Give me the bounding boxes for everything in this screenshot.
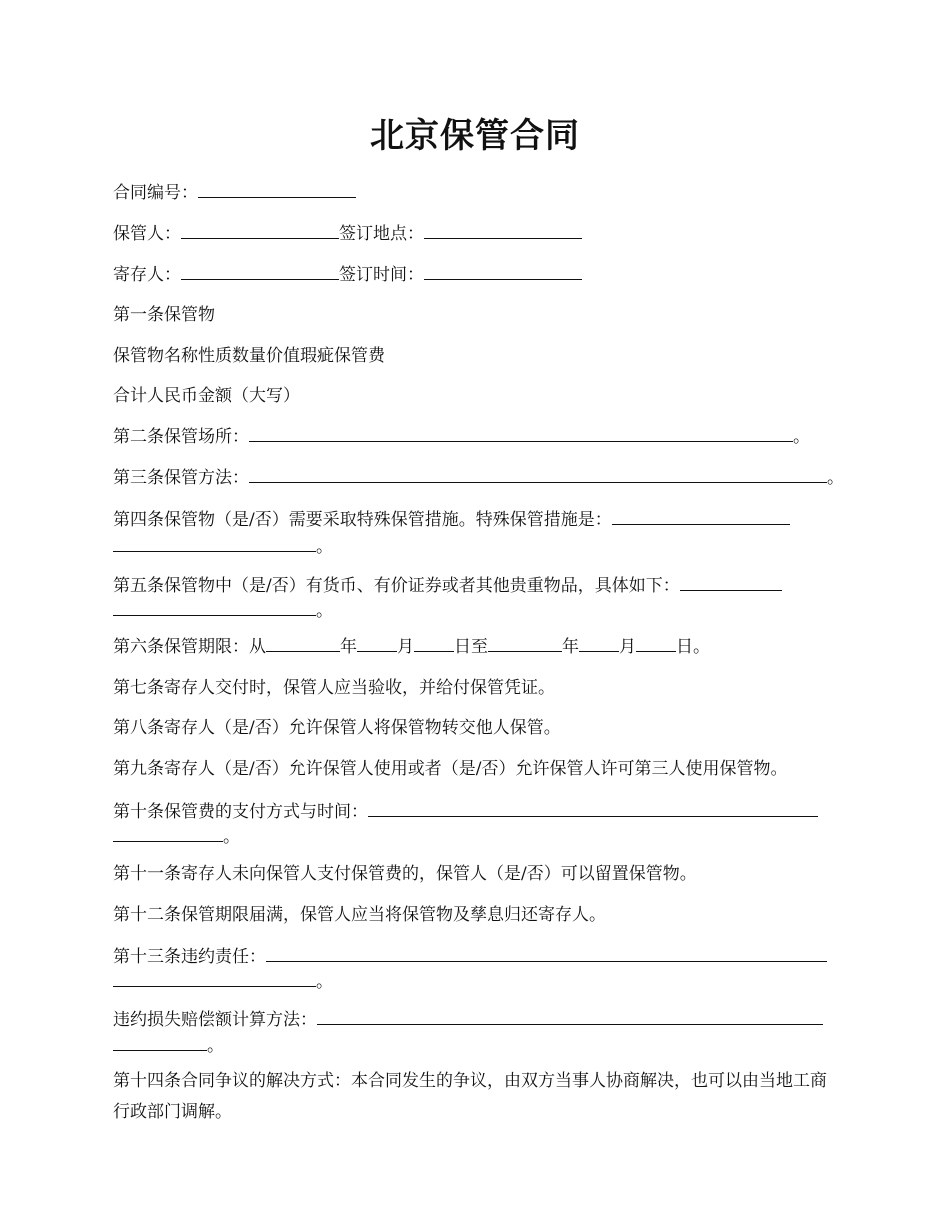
article-3-end: 。 [827,468,844,488]
article-10-continued [113,824,240,849]
day-to-label: 日至 [454,637,488,657]
article-8: 第八条寄存人（是/否）允许保管人将保管物转交他人保管。 [113,718,561,738]
keeper-label: 保管人： [113,224,181,244]
contract-number-line [113,180,356,205]
special-measures-blank-2[interactable] [113,534,316,552]
special-measures-blank[interactable] [612,507,790,525]
article-6-label: 第六条保管期限：从 [113,637,266,657]
article-2-line [113,424,810,449]
article-13-line [113,944,827,969]
article-4-continued [113,534,333,559]
start-year-blank[interactable] [266,634,340,652]
article-5-line [113,573,782,598]
valuables-blank[interactable] [680,573,782,591]
article-11: 第十一条寄存人未向保管人支付保管费的，保管人（是/否）可以留置保管物。 [113,864,697,884]
keeper-blank[interactable] [181,221,339,239]
month-label: 月 [397,637,414,657]
article-10-end: 。 [223,827,240,847]
sign-time-label: 签订时间： [339,265,424,285]
depositor-blank[interactable] [181,262,339,280]
contract-number-blank[interactable] [198,180,356,198]
contract-number-label: 合同编号： [113,183,198,203]
end-day-blank[interactable] [636,634,676,652]
valuables-blank-2[interactable] [113,598,316,616]
payment-method-blank[interactable] [368,799,818,817]
article-13-end: 。 [316,972,333,992]
article-13-label: 第十三条违约责任： [113,947,266,967]
article-1-total: 合计人民币金额（大写） [113,386,300,406]
storage-place-blank[interactable] [249,424,793,442]
article-12: 第十二条保管期限届满，保管人应当将保管物及孳息归还寄存人。 [113,905,606,925]
damages-line [113,1007,823,1032]
liability-blank[interactable] [266,944,827,962]
end-year-blank[interactable] [488,634,562,652]
payment-method-blank-2[interactable] [113,824,223,842]
liability-blank-2[interactable] [113,969,316,987]
article-4-line [113,507,790,532]
year-label-2: 年 [562,637,579,657]
article-9: 第九条寄存人（是/否）允许保管人使用或者（是/否）允许保管人许可第三人使用保管物。 [113,759,788,779]
depositor-line [113,262,582,287]
article-1-heading: 第一条保管物 [113,305,215,325]
damages-blank-2[interactable] [113,1033,207,1051]
article-5-text: 第五条保管物中（是/否）有货币、有价证券或者其他贵重物品，具体如下： [113,576,680,596]
article-5-end: 。 [316,601,333,621]
damages-blank[interactable] [317,1007,823,1025]
article-2-label: 第二条保管场所： [113,427,249,447]
article-10-line [113,799,818,824]
article-14: 第十四条合同争议的解决方式：本合同发生的争议，由双方当事人协商解决，也可以由当地工商行政部门调解。 [113,1071,827,1122]
article-5-continued [113,598,333,623]
article-13-continued [113,969,333,994]
article-6-line [113,634,710,659]
article-10-label: 第十条保管费的支付方式与时间： [113,802,368,822]
day-end-label: 日。 [676,637,710,657]
sign-time-blank[interactable] [424,262,582,280]
article-3-line [113,465,844,490]
page-title: 北京保管合同 [370,116,580,156]
damages-end: 。 [207,1036,224,1056]
article-4-end: 。 [316,537,333,557]
article-1-table-header: 保管物名称性质数量价值瑕疵保管费 [113,346,385,366]
month-label-2: 月 [619,637,636,657]
depositor-label: 寄存人： [113,265,181,285]
keeper-line [113,221,582,246]
sign-place-label: 签订地点： [339,224,424,244]
article-7: 第七条寄存人交付时，保管人应当验收，并给付保管凭证。 [113,678,555,698]
year-label: 年 [340,637,357,657]
article-3-label: 第三条保管方法： [113,468,249,488]
damages-continued [113,1033,224,1058]
end-month-blank[interactable] [579,634,619,652]
start-month-blank[interactable] [357,634,397,652]
start-day-blank[interactable] [414,634,454,652]
storage-method-blank[interactable] [249,465,827,483]
article-4-text: 第四条保管物（是/否）需要采取特殊保管措施。特殊保管措施是： [113,510,612,530]
article-2-end: 。 [793,427,810,447]
sign-place-blank[interactable] [424,221,582,239]
damages-label: 违约损失赔偿额计算方法： [113,1010,317,1030]
